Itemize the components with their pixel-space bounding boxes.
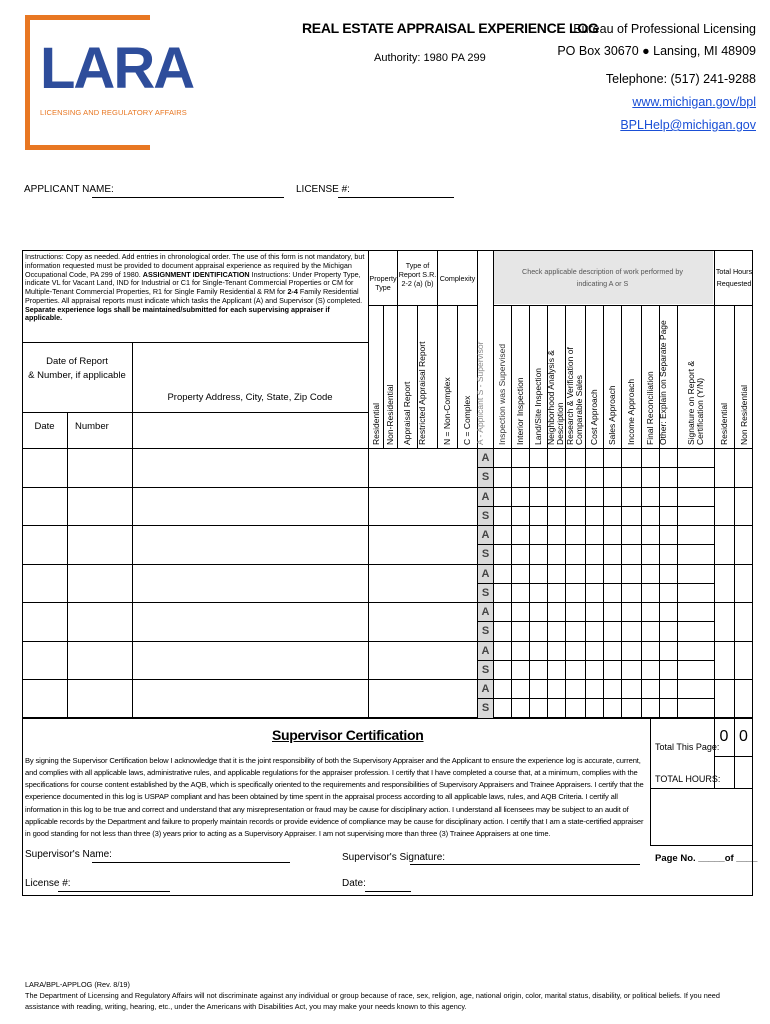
logo: LARA xyxy=(40,36,194,101)
column-header-vertical: Cost Approach xyxy=(589,389,599,445)
column-header-vertical: Non-Residential xyxy=(385,384,395,445)
supervisor-name-label: Supervisor's Name: xyxy=(25,849,112,860)
column-header-vertical: Land/Site Inspection xyxy=(533,367,543,445)
applicant-row-marker: A xyxy=(478,565,493,583)
supervisor-row-marker: S xyxy=(478,699,493,717)
applicant-name-field[interactable] xyxy=(92,197,284,198)
website-link[interactable]: www.michigan.gov/bpl xyxy=(632,95,756,109)
number-header: Number xyxy=(75,421,109,432)
column-header-vertical: Appraisal Report xyxy=(402,381,412,445)
supervisor-license-field[interactable] xyxy=(58,891,170,892)
address-header: Property Address, City, State, Zip Code xyxy=(167,392,333,403)
column-header-vertical: Sales Approach xyxy=(607,385,617,445)
supervisor-row-marker: S xyxy=(478,507,493,525)
type-of-report-header: Type of Report S.R. 2-2 (a) (b) xyxy=(398,261,437,288)
check-description-header: Check applicable description of work performed by indicating A or S xyxy=(522,267,683,289)
form-title: REAL ESTATE APPRAISAL EXPERIENCE LOG xyxy=(302,20,599,36)
nondiscrimination-notice: The Department of Licensing and Regulatory Affairs will not discriminate against any individual or group because of race, sex, religion, age, national origin, color, marital status, disability, or political beliefs. If you need assistance with reading, writing, hearing, etc., under the Americans with Disabilities Act, you may make your needs known to this agency. xyxy=(25,991,720,1011)
certification-text: By signing the Supervisor Certification below I acknowledge that it is the joint responsibility of both the Supervisory Appraiser and the Applicant to ensure the experience log is accurate, current, and complies with all applicable laws, administrative rules, and applicable regulations for the appraiser profession. I certify that I have completed a course that, at a minimum, complies with the specifications for course content established by the AQB, which is specifically oriented to the requirements and responsibilities of Supervisory Appraisers and Trainee Appraisers. I certify that the experience documented in this log is USPAP compliant and has been obtained by time spent in the appraisal process according to all applicable laws, rules, and AQB Criteria. I certify all information in this log to be true and correct and understand that any misrepresentation or fraud may be cause for disciplinary action. I understand all licensees may be subject to an audit of applicable records by the Department and failure to properly maintain records or provide evidence of compliance may be cause for disciplinary action. I certify that I am a state-certified appraiser in good standing for not less than three (3) years prior to acting as a Supervisory Appraiser. I am not supervising more than three (3) Trainee Appraisers at one time. xyxy=(25,756,644,838)
supervisor-row-marker: S xyxy=(478,661,493,679)
form-id: LARA/BPL-APPLOG (Rev. 8/19) xyxy=(25,980,130,989)
column-header-vertical: Neighborhood Analysis & Description xyxy=(546,350,565,445)
supervisor-row-marker: S xyxy=(478,545,493,563)
date-header: Date xyxy=(34,421,55,432)
column-header-vertical: C = Complex xyxy=(462,395,472,445)
column-header-vertical: Residential xyxy=(719,402,729,445)
page-number[interactable]: Page No. _____of ____ xyxy=(655,853,758,864)
applicant-row-marker: A xyxy=(478,603,493,621)
applicant-row-marker: A xyxy=(478,642,493,660)
supervisor-license-label: License #: xyxy=(25,878,71,889)
column-header-vertical: Restricted Appraisal Report xyxy=(417,341,427,445)
bureau-name: Bureau of Professional Licensing xyxy=(573,22,756,36)
total-this-page-value-1: 0 xyxy=(719,728,729,745)
column-header-vertical: Signature on Report & Certification (Y/N) xyxy=(685,360,705,445)
telephone: Telephone: (517) 241-9288 xyxy=(605,72,756,86)
supervisor-signature-field[interactable] xyxy=(410,864,640,865)
applicant-row-marker: A xyxy=(478,449,493,467)
property-type-header: Property Type xyxy=(369,274,397,292)
authority: Authority: 1980 PA 299 xyxy=(374,52,486,64)
column-header-vertical: Research & Verification of Comparable Sales xyxy=(565,347,584,445)
logo-subtitle: LICENSING AND REGULATORY AFFAIRS xyxy=(40,108,187,117)
total-hours-label: TOTAL HOURS: xyxy=(655,774,721,784)
date-report-header: Date of Report & Number, if applicable xyxy=(28,356,126,382)
column-header-vertical: Residential xyxy=(370,402,381,445)
bureau-address: PO Box 30670 ● Lansing, MI 48909 xyxy=(557,44,756,58)
supervisor-row-marker: S xyxy=(478,468,493,486)
column-header-vertical: Income Approach xyxy=(626,378,636,445)
column-header-vertical: A - Applicant S - Supervisor xyxy=(475,341,485,445)
email-link[interactable]: BPLHelp@michigan.gov xyxy=(620,118,756,132)
supervisor-row-marker: S xyxy=(478,584,493,602)
column-header-vertical: Inspection was Supervised xyxy=(497,343,507,445)
supervisor-signature-label: Supervisor's Signature: xyxy=(342,852,446,863)
total-this-page-label: Total This Page: xyxy=(655,742,720,752)
column-header-vertical: Other: Explain on Separate Page xyxy=(658,320,668,445)
total-hours-header: Total Hours Requested xyxy=(715,267,753,289)
column-header-vertical: Final Reconciliation xyxy=(645,371,655,445)
license-label: LICENSE #: xyxy=(296,184,350,195)
license-field[interactable] xyxy=(338,197,454,198)
date-field[interactable] xyxy=(365,891,411,892)
column-header-vertical: Interior Inspection xyxy=(515,377,525,445)
applicant-row-marker: A xyxy=(478,526,493,544)
applicant-row-marker: A xyxy=(478,488,493,506)
certification-title: Supervisor Certification xyxy=(272,727,424,743)
complexity-header: Complexity xyxy=(439,274,476,283)
column-header-vertical: N = Non-Complex xyxy=(442,377,452,445)
instructions: Instructions: Copy as needed. Add entries in chronological order. The use of this form is not mandatory, but information requested must be provided to document appraisal experience as required by the Michigan Occupational Code, PA 299 of 1980. ASSIGNMENT IDENTIFICATION Instructions: Under Property Type, indicate VL for Vacant Land, IND for Industrial or C1 for Single-Tenant Commercial Properties or CM for Multiple-Tenant Commercial Properties, R1 for Single Family Residential & RM for 2-4 Family Residential Properties. All appraisal reports must indicate which tasks the Applicant (A) and Supervisor (S) completed. Separate experience logs shall be maintained/submitted for each supervising appraiser if applicable. xyxy=(25,252,365,323)
applicant-row-marker: A xyxy=(478,680,493,698)
total-this-page-value-2: 0 xyxy=(739,728,748,745)
applicant-name-label: APPLICANT NAME: xyxy=(24,184,114,195)
date-label: Date: xyxy=(342,878,366,889)
supervisor-row-marker: S xyxy=(478,622,493,640)
column-header-vertical: Non Residential xyxy=(738,384,749,445)
supervisor-name-field[interactable] xyxy=(92,862,290,863)
